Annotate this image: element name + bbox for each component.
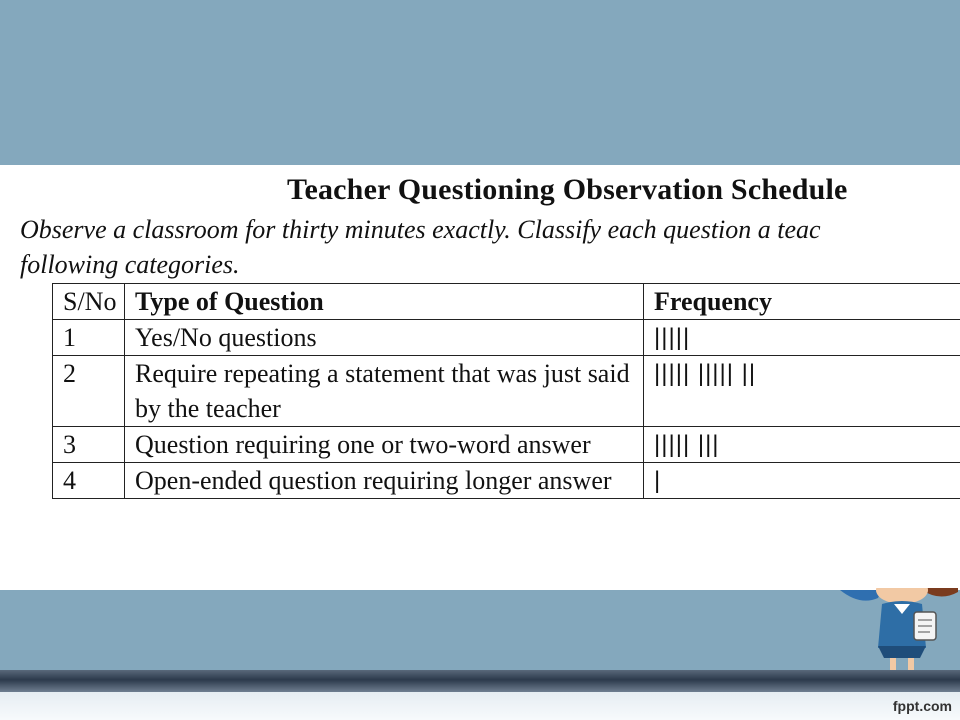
header-frequency: Frequency (644, 284, 960, 320)
table-row (53, 463, 960, 499)
instructions-line-2: following categories. (20, 250, 240, 279)
content-panel (0, 165, 960, 590)
question-type: Require repeating a statement that was just said by the teacher (125, 356, 644, 427)
header-type: Type of Question (125, 284, 644, 320)
row-number: 1 (53, 320, 125, 356)
observation-table (52, 283, 960, 499)
footer-stripe (0, 670, 960, 692)
slide-title: Teacher Questioning Observation Schedule (287, 173, 848, 206)
question-type: Question requiring one or two-word answer (125, 427, 644, 463)
frequency-tally: ||||| ||| (644, 427, 960, 463)
question-type: Open-ended question requiring longer answer (125, 463, 644, 499)
table-row (53, 427, 960, 463)
row-number: 2 (53, 356, 125, 427)
frequency-tally: ||||| ||||| || (644, 356, 960, 427)
instructions-line-1: Observe a classroom for thirty minutes exactly. Classify each question a teac (20, 215, 821, 244)
table-row (53, 356, 960, 427)
table-row (53, 320, 960, 356)
row-number: 3 (53, 427, 125, 463)
brand-label: fppt.com (892, 698, 952, 714)
instructions-text (20, 212, 960, 282)
frequency-tally: ||||| (644, 320, 960, 356)
bottom-background-band (0, 590, 960, 670)
header-sno: S/No (53, 284, 125, 320)
question-type: Yes/No questions (125, 320, 644, 356)
footer-bar (0, 692, 960, 720)
row-number: 4 (53, 463, 125, 499)
top-background-band (0, 0, 960, 165)
table-header-row (53, 284, 960, 320)
frequency-tally: | (644, 463, 960, 499)
